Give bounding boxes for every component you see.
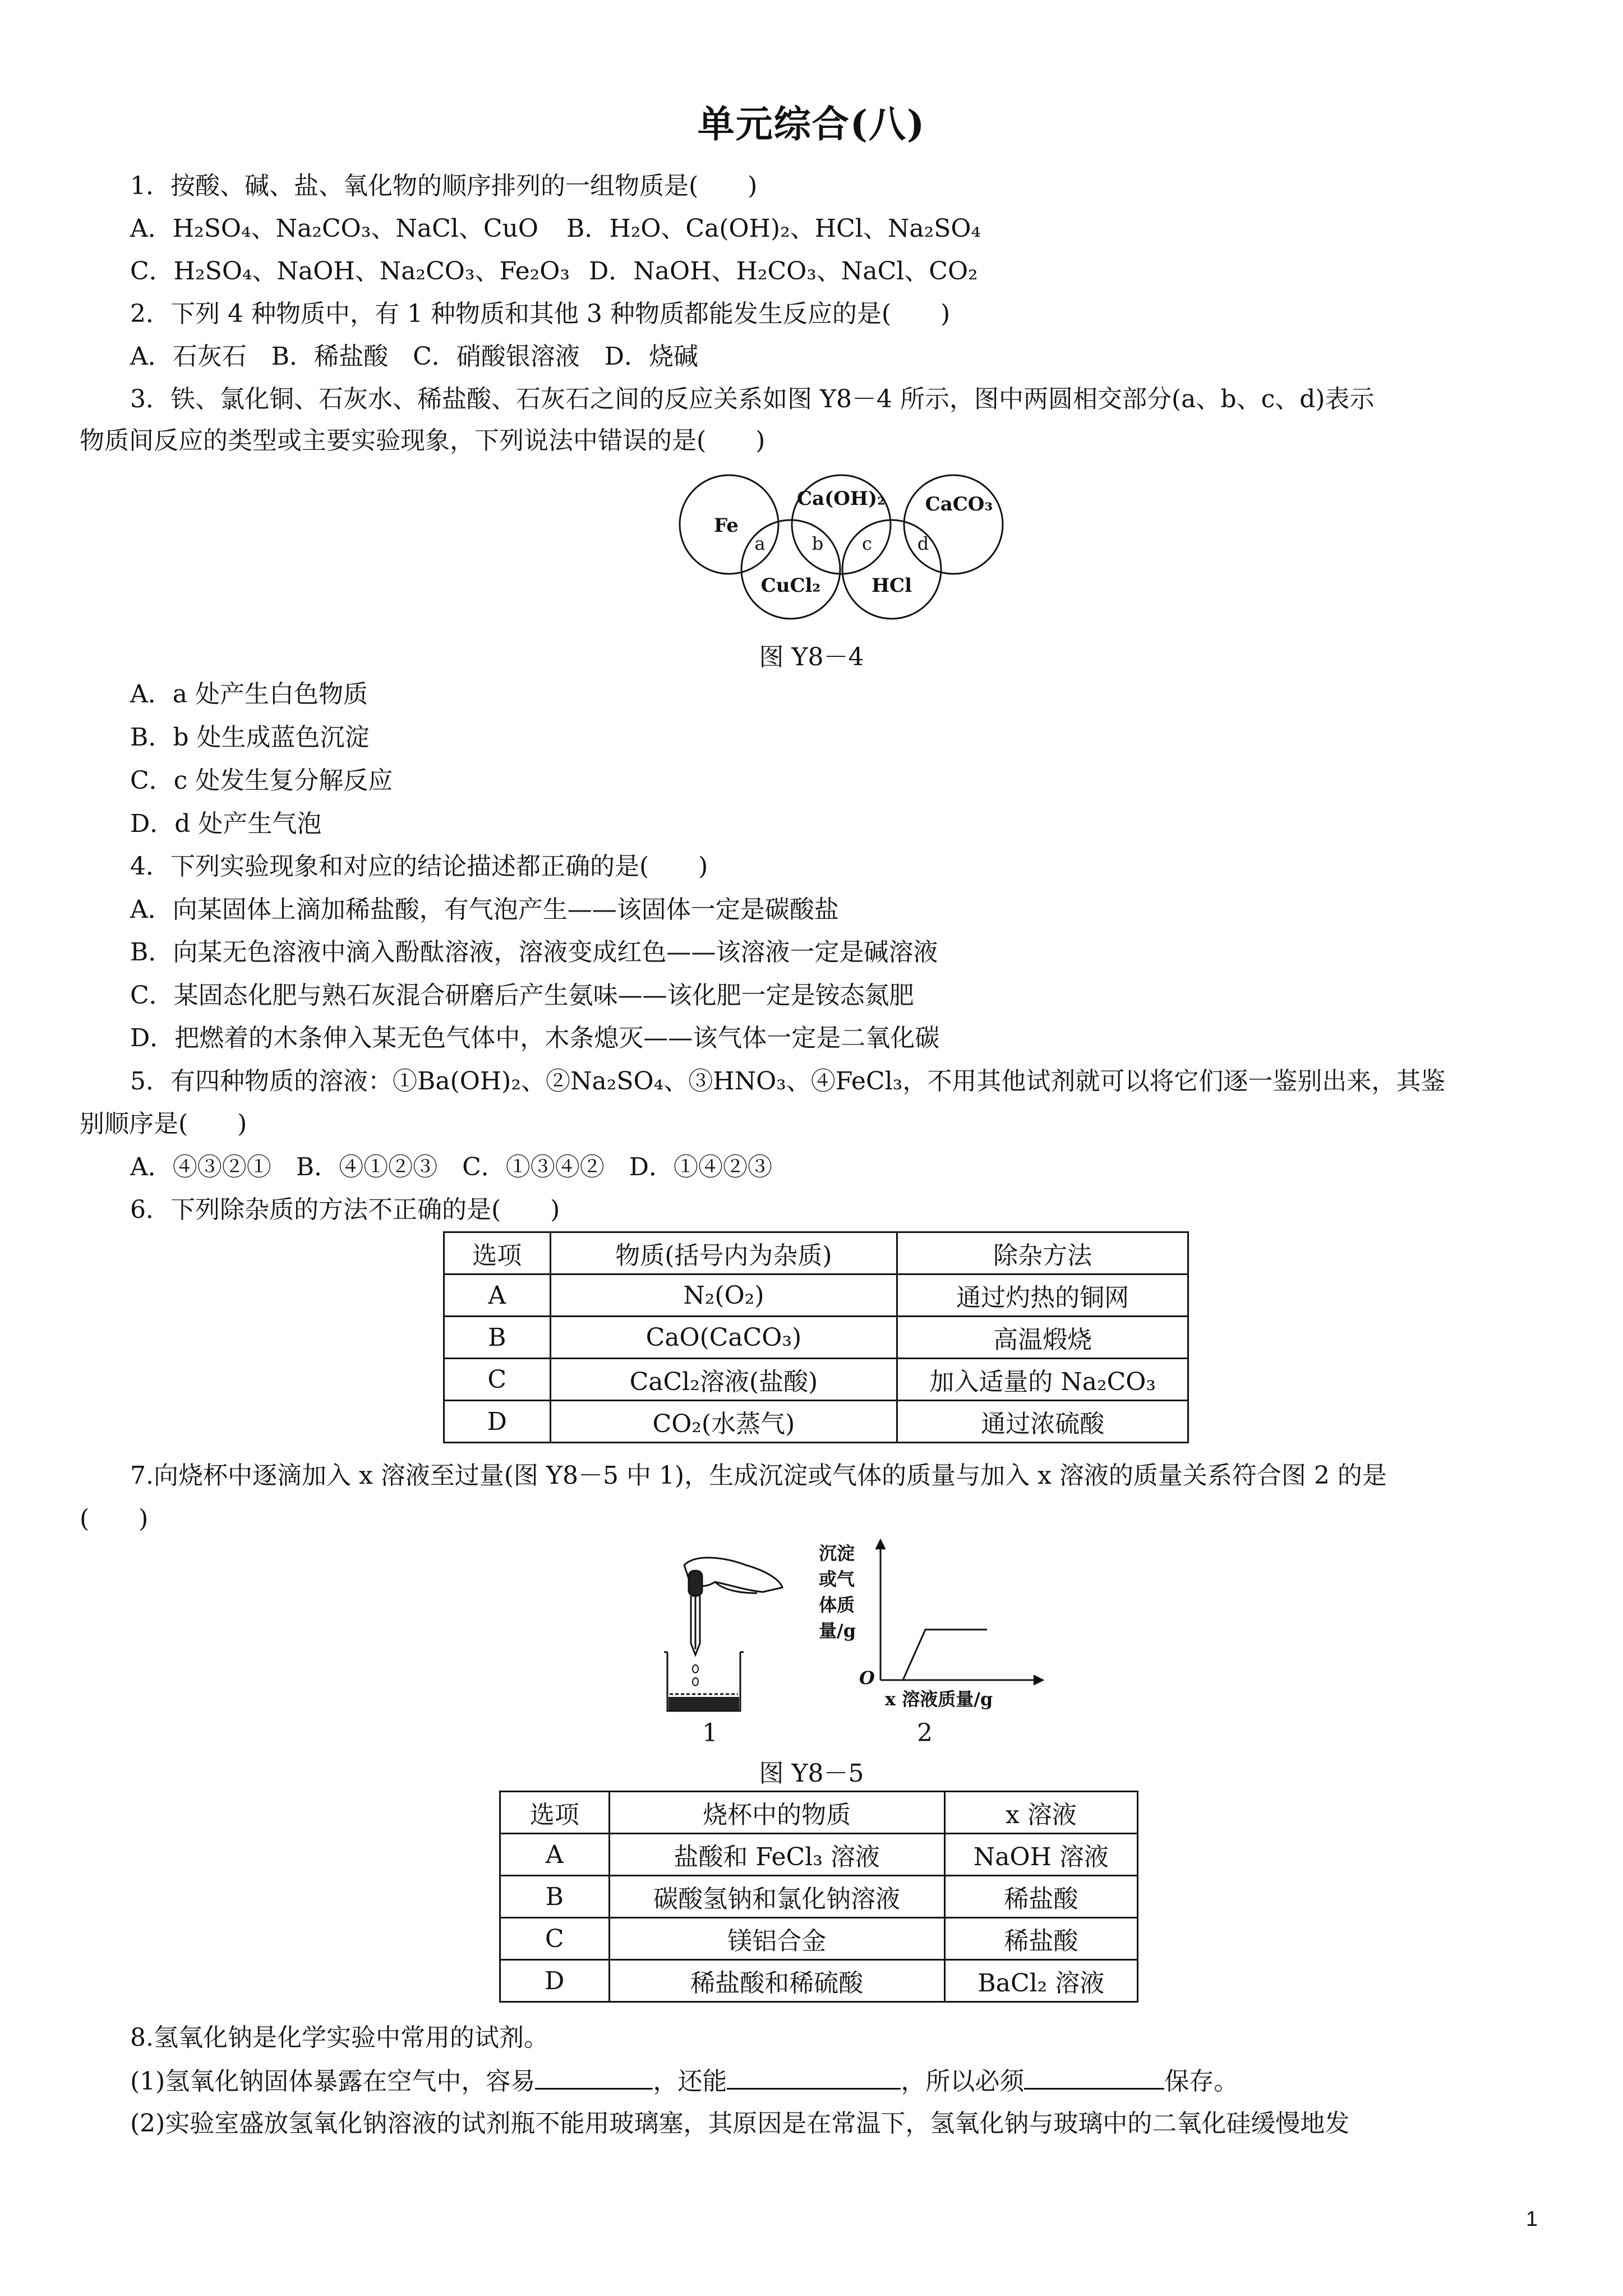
region-c: c	[862, 533, 872, 554]
header-cell: 选项	[444, 1232, 551, 1274]
table-row	[500, 1960, 1138, 2002]
header-cell: 烧杯中的物质	[609, 1792, 944, 1834]
figure2-label: 2	[917, 1719, 933, 1747]
answer-blank-1[interactable]	[535, 2065, 653, 2090]
table-row	[444, 1317, 1188, 1359]
reaction-circles-figure	[673, 471, 1021, 623]
q4-option-a: A．向某固体上滴加稀盐酸，有气泡产生——该固体一定是碳酸盐	[130, 895, 839, 924]
table-cell: 稀盐酸	[944, 1918, 1137, 1960]
q2-options: A．石灰石 B．稀盐酸 C．硝酸银溶液 D．烧碱	[130, 342, 699, 371]
q7-stem-line1: 7.向烧杯中逐滴加入 x 溶液至过量(图 Y8－5 中 1)，生成沉淀或气体的质量与加入 x 溶液的质量关系符合图 2 的是	[130, 1461, 1387, 1490]
q8-part2: (2)实验室盛放氢氧化钠溶液的试剂瓶不能用玻璃塞，其原因是在常温下，氢氧化钠与玻璃中的二氧化硅缓慢地发	[130, 2109, 1350, 2138]
table-cell: B	[444, 1317, 551, 1359]
table-cell: 加入适量的 Na₂CO₃	[897, 1359, 1188, 1401]
table-row	[500, 1918, 1138, 1960]
table-cell: C	[500, 1918, 610, 1960]
figure-y8-4-caption: 图 Y8－4	[759, 643, 864, 671]
q5-stem-line1: 5．有四种物质的溶液：①Ba(OH)₂、②Na₂SO₄、③HNO₃、④FeCl₃，不用其他试剂就可以将它们逐一鉴别出来，其鉴	[130, 1067, 1446, 1096]
dropper-beaker-figure	[662, 1548, 791, 1717]
q8-part1-text: ，还能	[653, 2067, 727, 2096]
header-cell: 物质(括号内为杂质)	[550, 1232, 897, 1274]
table-row	[500, 1834, 1138, 1876]
table-cell: CaCl₂溶液(盐酸)	[550, 1359, 897, 1401]
header-cell: 选项	[500, 1792, 610, 1834]
q3-stem-line2: 物质间反应的类型或主要实验现象，下列说法中错误的是( )	[80, 426, 766, 455]
q3-option-b: B．b 处生成蓝色沉淀	[130, 723, 370, 752]
q1-option-b: B．H₂O、Ca(OH)₂、HCl、Na₂SO₄	[566, 214, 981, 243]
dropper-bulb	[689, 1571, 702, 1596]
table-cell: A	[444, 1274, 551, 1317]
q6-stem: 6．下列除杂质的方法不正确的是( )	[130, 1195, 560, 1224]
region-d: d	[917, 533, 929, 554]
table-cell: 稀盐酸	[944, 1876, 1137, 1918]
q3-option-d: D．d 处产生气泡	[130, 809, 322, 838]
table-row	[500, 1876, 1138, 1918]
q5-stem-line2: 别顺序是( )	[80, 1110, 247, 1138]
table-cell: CaO(CaCO₃)	[550, 1317, 897, 1359]
table-cell: 稀盐酸和稀硫酸	[609, 1960, 944, 2002]
q1-stem: 1．按酸、碱、盐、氧化物的顺序排列的一组物质是( )	[130, 172, 758, 200]
q7-stem-line2: ( )	[80, 1504, 149, 1533]
header-cell: 除杂方法	[897, 1232, 1188, 1274]
table-cell: A	[500, 1834, 610, 1876]
table-row	[444, 1401, 1188, 1443]
q4-option-b: B．向某无色溶液中滴入酚酞溶液，溶液变成红色——该溶液一定是碱溶液	[130, 938, 938, 967]
table-cell: CO₂(水蒸气)	[550, 1401, 897, 1443]
table-cell: 通过浓硫酸	[897, 1401, 1188, 1443]
table-header-row	[444, 1232, 1188, 1274]
page-number: 1	[1525, 2207, 1538, 2231]
q8-stem: 8.氢氧化钠是化学实验中常用的试剂。	[130, 2023, 548, 2052]
circle-caco3	[904, 475, 1003, 574]
origin-label: O	[859, 1667, 875, 1688]
page-title: 单元综合(八)	[697, 102, 926, 146]
figure-y8-5-caption: 图 Y8－5	[759, 1759, 864, 1788]
q7-table	[499, 1791, 1138, 2003]
q6-table	[443, 1231, 1189, 1443]
q1-option-a: A．H₂SO₄、Na₂CO₃、NaCl、CuO	[130, 214, 538, 243]
ylabel-line: 或气	[819, 1568, 855, 1590]
label-fe: Fe	[714, 514, 739, 537]
table-cell: D	[444, 1401, 551, 1443]
table-cell: 通过灼热的铜网	[897, 1274, 1188, 1317]
table-cell: N₂(O₂)	[550, 1274, 897, 1317]
q4-stem: 4．下列实验现象和对应的结论描述都正确的是( )	[130, 852, 708, 881]
ylabel-line: 沉淀	[819, 1543, 855, 1564]
q3-option-a: A．a 处产生白色物质	[130, 680, 368, 708]
table-cell: NaOH 溶液	[944, 1834, 1137, 1876]
table-cell: 盐酸和 FeCl₃ 溶液	[609, 1834, 944, 1876]
q3-option-c: C．c 处发生复分解反应	[130, 766, 393, 795]
q2-stem: 2．下列 4 种物质中，有 1 种物质和其他 3 种物质都能发生反应的是( )	[130, 300, 951, 328]
table-cell: 镁铝合金	[609, 1918, 944, 1960]
label-cucl2: CuCl₂	[760, 574, 821, 597]
table-cell: BaCl₂ 溶液	[944, 1960, 1137, 2002]
q3-stem-line1: 3．铁、氯化铜、石灰水、稀盐酸、石灰石之间的反应关系如图 Y8－4 所示，图中两圆相交部分(a、b、c、d)表示	[130, 385, 1375, 413]
table-cell: B	[500, 1876, 610, 1918]
q1-option-c: C．H₂SO₄、NaOH、Na₂CO₃、Fe₂O₃	[130, 257, 570, 286]
q4-option-d: D．把燃着的木条伸入某无色气体中，木条熄灭——该气体一定是二氧化碳	[130, 1024, 940, 1052]
table-cell: 碳酸氢钠和氯化钠溶液	[609, 1876, 944, 1918]
table-row	[444, 1359, 1188, 1401]
q5-options: A．④③②① B．④①②③ C．①③④② D．①④②③	[130, 1153, 773, 1181]
answer-blank-2[interactable]	[727, 2065, 901, 2090]
table-cell: C	[444, 1359, 551, 1401]
table-cell: 高温煅烧	[897, 1317, 1188, 1359]
figure1-label: 1	[702, 1719, 718, 1747]
label-hcl: HCl	[871, 574, 912, 597]
table-header-row	[500, 1792, 1138, 1834]
q8-part1-text: ，所以必须	[901, 2067, 1025, 2096]
label-caoh2: Ca(OH)₂	[797, 487, 886, 510]
x-axis-label: x 溶液质量/g	[885, 1688, 993, 1710]
table-row	[444, 1274, 1188, 1317]
label-caco3: CaCO₃	[925, 493, 993, 516]
q8-part1-text: (1)氢氧化钠固体暴露在空气中，容易	[130, 2067, 536, 2096]
region-a: a	[754, 533, 766, 554]
region-b: b	[811, 533, 824, 554]
q1-option-d: D．NaOH、H₂CO₃、NaCl、CO₂	[589, 257, 978, 286]
q8-part1-text: 保存。	[1164, 2067, 1239, 2096]
header-cell: x 溶液	[944, 1792, 1137, 1834]
answer-blank-3[interactable]	[1024, 2065, 1164, 2090]
q8-part1	[130, 2065, 1238, 2097]
table-cell: D	[500, 1960, 610, 2002]
series-line	[903, 1630, 987, 1680]
mass-graph-figure	[819, 1537, 1054, 1711]
q4-option-c: C．某固态化肥与熟石灰混合研磨后产生氨味——该化肥一定是铵态氮肥	[130, 981, 914, 1010]
ylabel-line: 体质	[819, 1594, 855, 1616]
ylabel-line: 量/g	[819, 1620, 856, 1641]
